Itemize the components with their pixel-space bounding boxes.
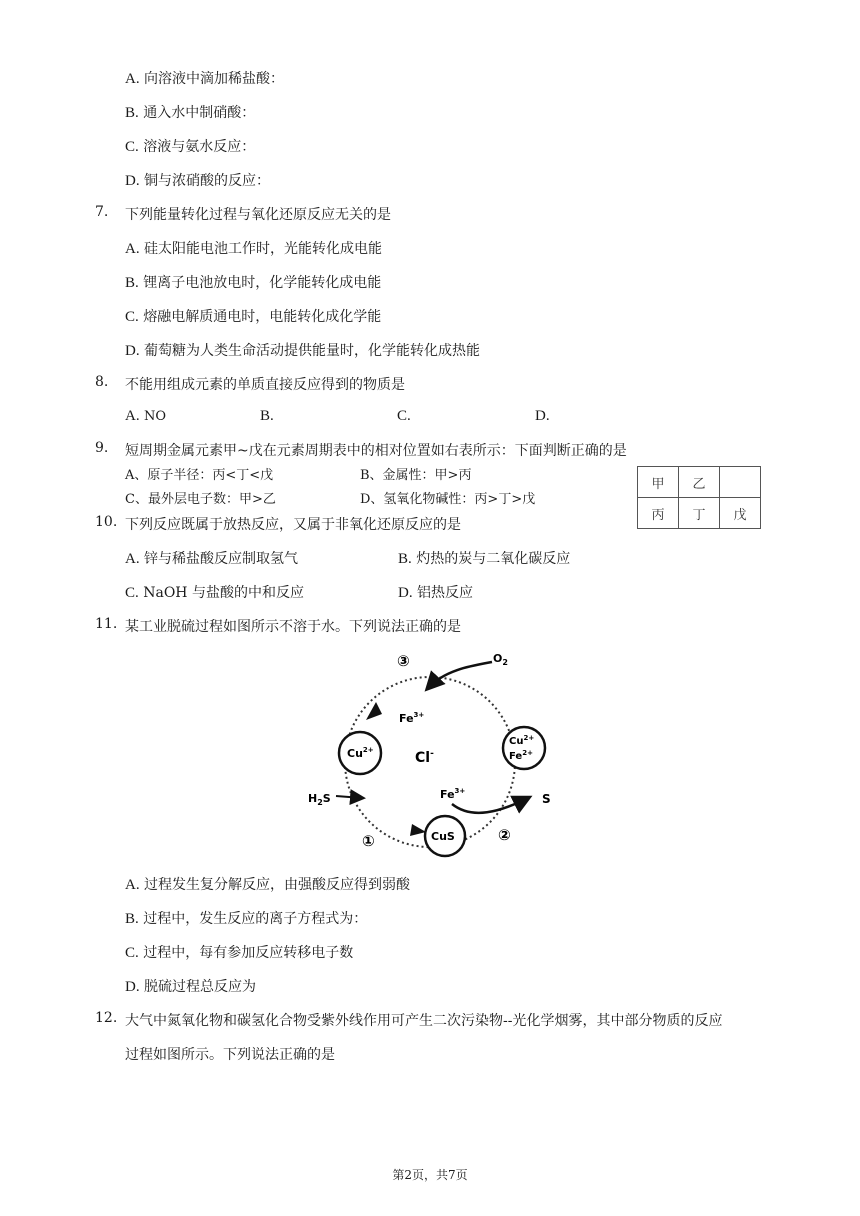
q10-option-c: C. NaOH 与盐酸的中和反应 [125,585,304,601]
q9-option-b: B、金属性：甲>丙 [360,468,472,483]
table-cell: 戊 [720,498,761,529]
o2-label: $O_2$ [493,652,508,667]
q10-option-b: B. 灼热的炭与二氧化碳反应 [398,551,571,567]
table-cell: 丙 [638,498,679,529]
h2s-arrow-icon [336,796,362,798]
q10-number: 10. [95,514,118,530]
q6-option-c: C. 溶液与氨水反应： [125,139,256,155]
q8-option-b: B. [260,408,274,424]
s-arrow-icon [452,798,528,813]
q9-option-c: C、最外层电子数：甲>乙 [125,492,276,507]
q12-number: 12. [95,1010,118,1026]
q8-option-a: A. NO [125,408,167,424]
cu-label: $Cu^{2+}$ [347,746,374,760]
q11-option-c: C. 过程中，每有参加反应转移电子数 [125,945,354,961]
q7-option-b: B. 锂离子电池放电时，化学能转化成电能 [125,275,382,291]
q9-option-d: D、氢氧化物碱性：丙>丁>戊 [360,492,536,507]
q9-number: 9. [95,440,109,456]
q8-number: 8. [95,374,109,390]
q6-option-d: D. 铜与浓硝酸的反应： [125,173,271,189]
table-cell [720,467,761,498]
q8-option-d: D. [535,408,550,424]
table-cell: 乙 [679,467,720,498]
step-3-label: ③ [397,652,410,670]
table-cell: 丁 [679,498,720,529]
desulfurization-cycle-diagram [300,640,560,860]
periodic-table-fragment [637,466,761,529]
q11-number: 11. [95,616,118,632]
q6-option-b: B. 通入水中制硝酸： [125,105,256,121]
q11-stem: 某工业脱硫过程如图所示不溶于水。下列说法正确的是 [125,619,461,635]
q10-option-d: D. 铝热反应 [398,585,474,601]
q8-option-c: C. [397,408,411,424]
q7-option-a: A. 硅太阳能电池工作时，光能转化成电能 [125,241,383,257]
q7-stem: 下列能量转化过程与氧化还原反应无关的是 [125,207,391,223]
q10-option-a: A. 锌与稀盐酸反应制取氢气 [125,551,299,567]
q6-option-a: A. 向溶液中滴加稀盐酸： [125,71,285,87]
q11-option-d: D. 脱硫过程总反应为 [125,979,257,995]
q7-number: 7. [95,204,109,220]
q9-option-a: A、原子半径：丙<丁<戊 [125,468,274,483]
h2s-label: $H_2S$ [308,792,331,807]
page-footer: 第2页，共7页 [392,1168,468,1182]
cus-label: CuS [431,830,455,843]
fe3-bottom-label: $Fe^{3+}$ [440,787,466,801]
s-label: S [542,792,551,806]
cycle-arrowhead-icon [410,824,426,836]
q9-stem: 短周期金属元素甲~戊在元素周期表中的相对位置如右表所示：下面判断正确的是 [125,443,627,459]
q12-stem-line-2: 过程如图所示。下列说法正确的是 [125,1047,335,1063]
q7-option-c: C. 熔融电解质通电时，电能转化成化学能 [125,309,382,325]
q11-option-b: B. 过程中，发生反应的离子方程式为： [125,911,368,927]
q11-option-a: A. 过程发生复分解反应，由强酸反应得到弱酸 [125,877,411,893]
table-cell: 甲 [638,467,679,498]
right-fe-label: $Fe^{2+}$ [509,749,533,762]
q12-stem-line-1: 大气中氮氧化物和碳氢化合物受紫外线作用可产生二次污染物--光化学烟雾，其中部分物质的反应 [125,1013,723,1029]
right-cu-label: $Cu^{2+}$ [509,734,535,747]
step-1-label: ① [362,832,375,850]
step-2-label: ② [498,826,511,844]
q10-stem: 下列反应既属于放热反应，又属于非氧化还原反应的是 [125,517,461,533]
o2-arrow-icon [428,662,492,688]
fe3-top-label: $Fe^{3+}$ [399,711,425,725]
cl-label: Cl- [415,749,434,766]
q7-option-d: D. 葡萄糖为人类生命活动提供能量时，化学能转化成热能 [125,343,481,359]
q8-stem: 不能用组成元素的单质直接反应得到的物质是 [125,377,405,393]
